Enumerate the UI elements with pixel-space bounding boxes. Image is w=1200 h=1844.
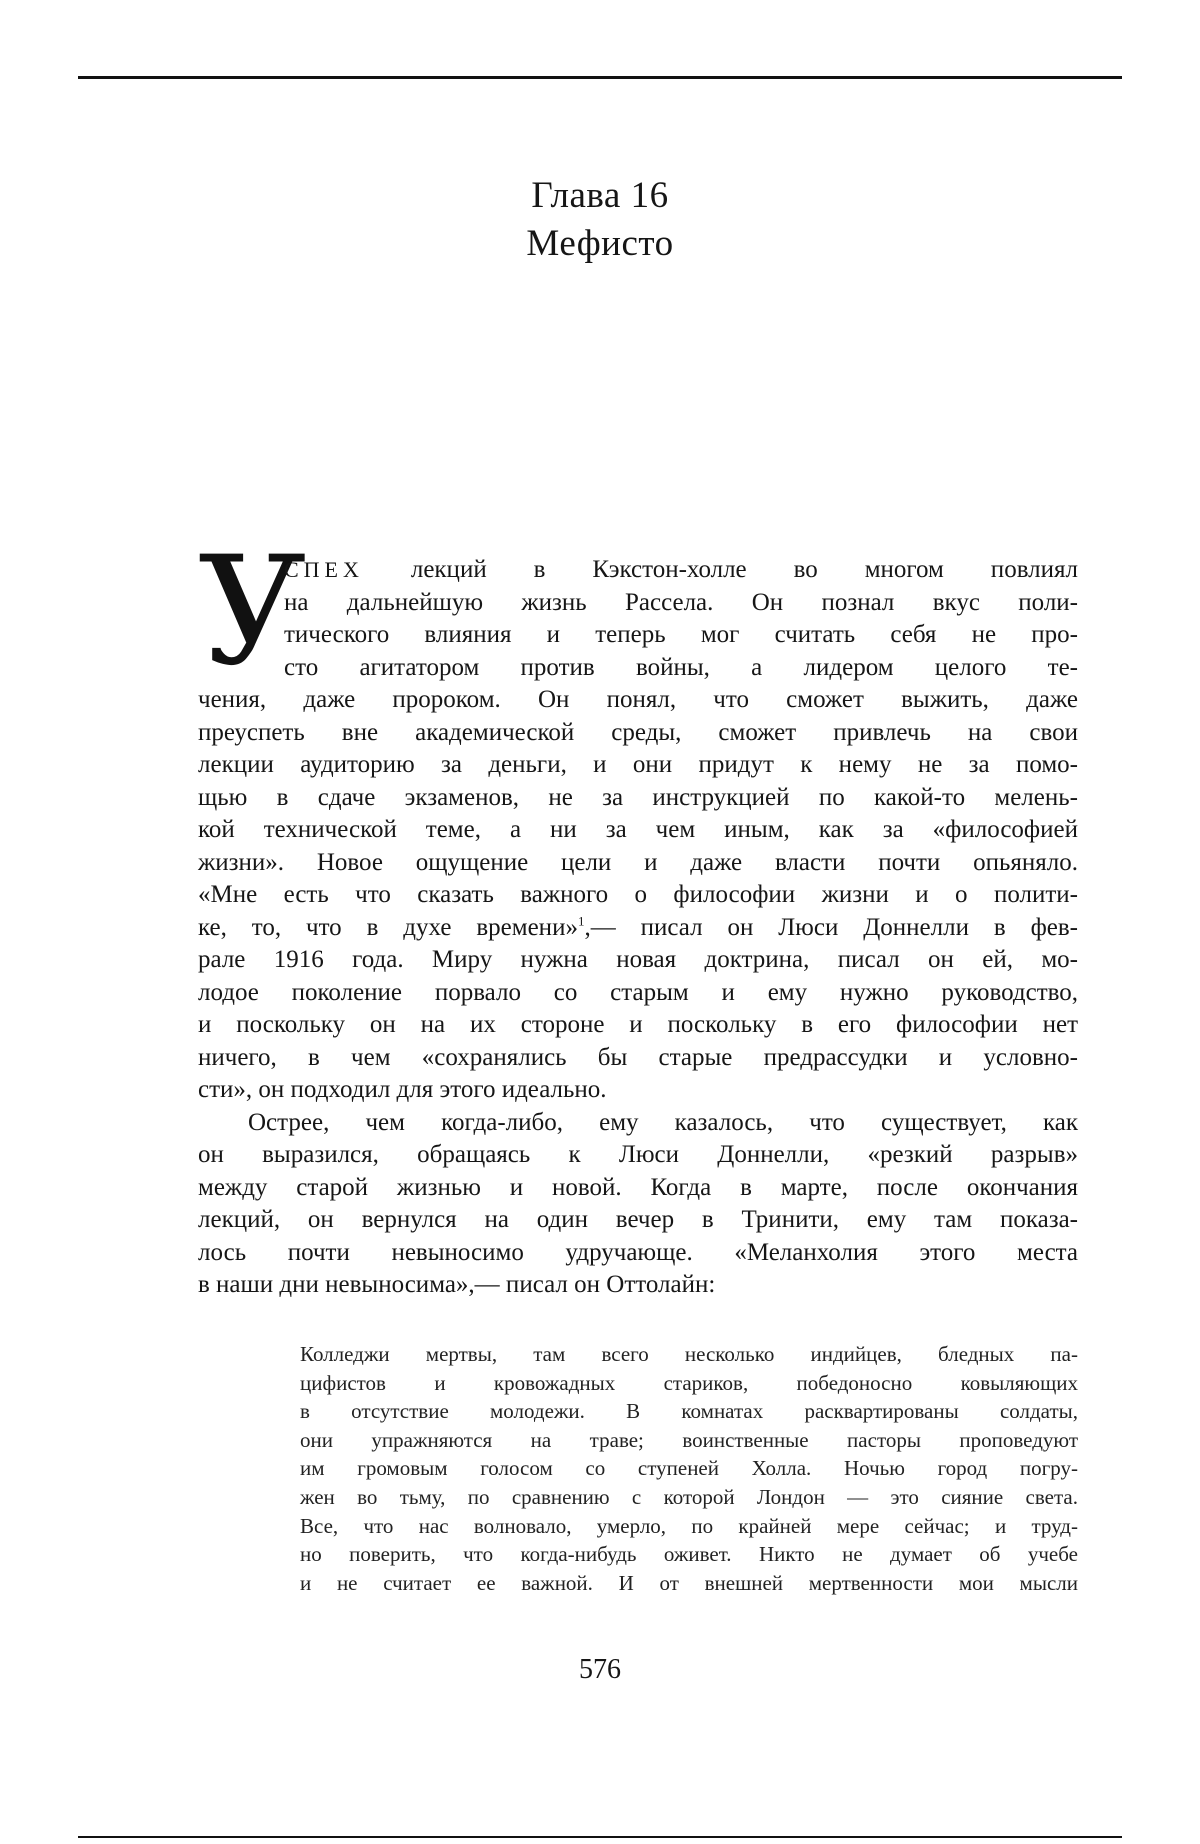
quote-line: и не считает ее важной. И от внешней мертвенности мои мысли xyxy=(300,1570,1078,1595)
text-line: преуспеть вне академической среды, сможет привлечь на свои xyxy=(198,718,1078,746)
quote-line: жен во тьму, по сравнению с которой Лондон — это сияние света. xyxy=(300,1484,1078,1509)
block-quote xyxy=(300,1340,1078,1597)
text-line: лодое поколение порвало со старым и ему нужно руководство, xyxy=(198,978,1078,1006)
text-line: сто агитатором против войны, а лидером целого те- xyxy=(284,653,1078,681)
page-number: 576 xyxy=(579,1654,621,1685)
footnote-marker[interactable]: 1 xyxy=(577,913,585,929)
text-line: ке, то, что в духе времени»$^1$,— писал он Люси Доннелли в фев- xyxy=(198,913,1078,941)
text-line: СПЕХ лекций в Кэкстон-холле во многом повлиял xyxy=(284,556,1078,583)
quote-line: в отсутствие молодежи. В комнатах расквартированы солдаты, xyxy=(300,1399,1078,1424)
top-rule xyxy=(78,76,1122,79)
text-line: жизни». Новое ощущение цели и даже власти почти опьяняло. xyxy=(198,848,1078,876)
bottom-rule xyxy=(78,1836,1122,1838)
text-line: сти», он подходил для этого идеально. xyxy=(198,1076,607,1103)
quote-line: они упражняются на траве; воинственные пасторы проповедуют xyxy=(300,1427,1078,1452)
text-line: лекций, он вернулся на один вечер в Тринити, ему там показа- xyxy=(198,1206,1078,1233)
text-line: между старой жизнью и новой. Когда в марте, после окончания xyxy=(198,1173,1078,1201)
text-line: ничего, в чем «сохранялись бы старые предрассудки и условно- xyxy=(198,1043,1078,1071)
text-line: щью в сдаче экзаменов, не за инструкцией по какой-то мелень- xyxy=(198,783,1078,811)
text-line: в наши дни невыносима»,— писал он Оттолайн: xyxy=(198,1271,716,1298)
text-line: на дальнейшую жизнь Рассела. Он познал вкус поли- xyxy=(284,588,1078,616)
chapter-heading xyxy=(0,172,1200,268)
text-line: и поскольку он на их стороне и поскольку в его философии нет xyxy=(198,1011,1078,1038)
text-line: лось почти невыносимо удручающе. «Меланхолия этого места xyxy=(198,1238,1078,1266)
chapter-number: Глава 16 xyxy=(531,175,669,216)
drop-cap: У xyxy=(198,525,307,699)
text-line: он выразился, обращаясь к Люси Доннелли, «резкий разрыв» xyxy=(198,1141,1078,1168)
text-line: лекции аудиторию за деньги, и они придут к нему не за помо- xyxy=(198,751,1078,778)
body-text xyxy=(198,554,1078,1302)
lead-smallcaps: СПЕХ xyxy=(284,557,364,582)
quote-line: Все, что нас волновало, умерло, по крайней мере сейчас; и труд- xyxy=(300,1513,1078,1538)
quote-line: но поверить, что когда-нибудь оживет. Никто не думает об учебе xyxy=(300,1542,1078,1567)
text-line: Острее, чем когда-либо, ему казалось, что существует, как xyxy=(248,1108,1078,1136)
quote-line: им громовым голосом со ступеней Холла. Ночью город погру- xyxy=(300,1456,1078,1481)
text-line: рале 1916 года. Миру нужна новая доктрина, писал он ей, мо- xyxy=(198,946,1078,973)
text-line: тического влияния и теперь мог считать себя не про- xyxy=(284,621,1078,648)
text-line: кой технической теме, а ни за чем иным, как за «философией xyxy=(198,816,1078,843)
quote-line: цифистов и кровожадных стариков, победоносно ковыляющих xyxy=(300,1370,1078,1395)
quote-line: Колледжи мертвы, там всего несколько индийцев, бледных па- xyxy=(300,1342,1078,1366)
chapter-title: Мефисто xyxy=(526,223,674,264)
text-line: «Мне есть что сказать важного о философии жизни и о полити- xyxy=(198,881,1078,908)
text-line: чения, даже пророком. Он понял, что сможет выжить, даже xyxy=(198,686,1078,713)
